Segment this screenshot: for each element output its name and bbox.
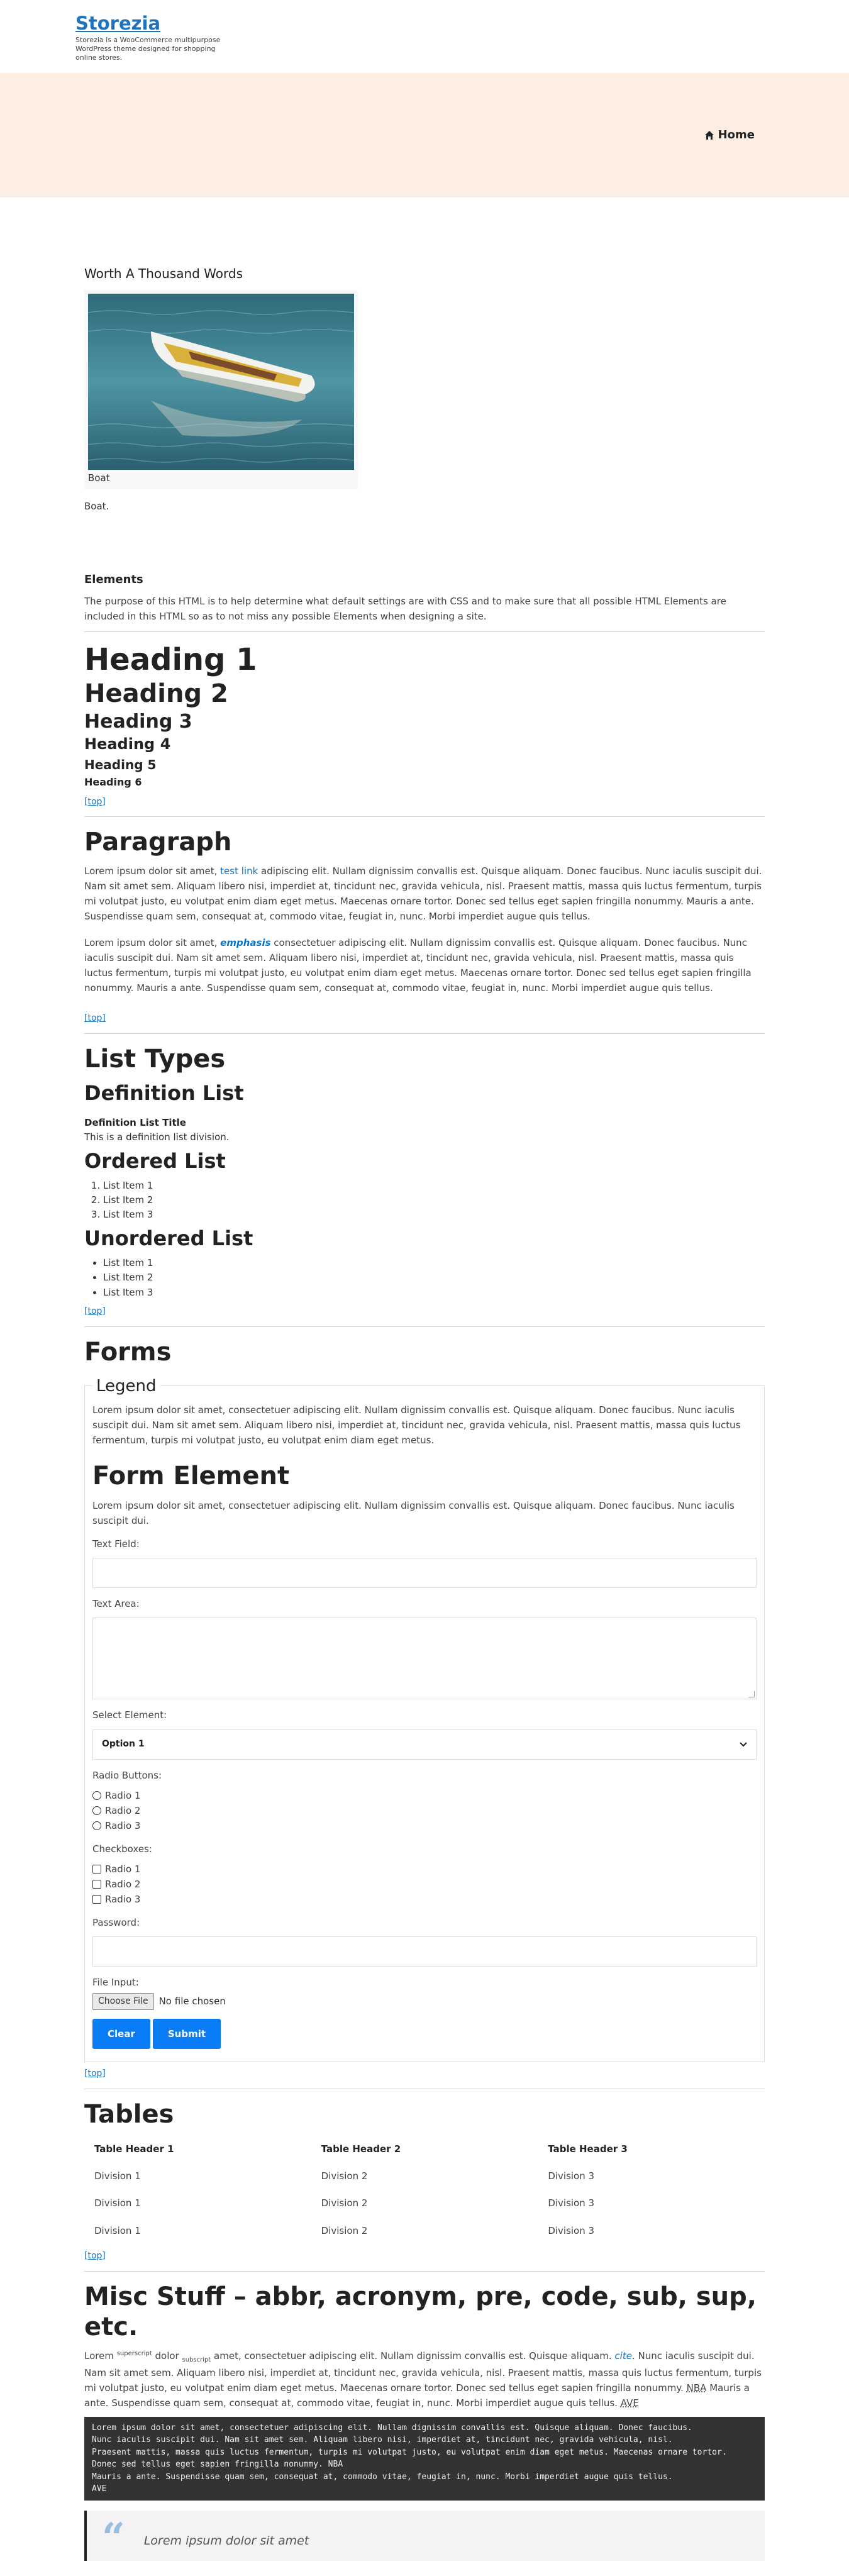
superscript-text: superscript: [116, 2350, 152, 2357]
table-cell: Division 1: [94, 2197, 141, 2209]
definition-description: This is a definition list division.: [84, 1131, 230, 1143]
fieldset-legend: Legend: [96, 1376, 157, 1396]
quote-icon: “: [102, 2514, 125, 2562]
list-item: • List Item 2: [103, 1270, 765, 1285]
top-link[interactable]: [top]: [84, 2068, 106, 2079]
radio-option[interactable]: [92, 1818, 757, 1833]
top-link[interactable]: [top]: [84, 796, 106, 807]
data-table: [84, 2136, 765, 2245]
heading-5: Heading 5: [84, 757, 157, 773]
radio-option[interactable]: [92, 1788, 757, 1803]
text-area[interactable]: [92, 1618, 757, 1699]
divider: [84, 1033, 765, 1034]
definition-term: Definition List Title: [84, 1116, 186, 1128]
table-cell: Division 2: [321, 2224, 368, 2236]
table-header: Table Header 2: [321, 2143, 401, 2155]
text-area-label: Text Area:: [92, 1598, 140, 1610]
misc-paragraph: [84, 2348, 765, 2411]
heading-4: Heading 4: [84, 735, 171, 753]
misc-text: Lorem: [84, 2350, 117, 2362]
paragraph-text: consectetuer adipiscing elit. Nullam dignissim convallis est. Quisque aliquam. Donec faucibus. Nunc iaculis suscipit dui. Nam sit amet sem. Aliquam libero nisi, imperdiet at, tincidunt nec, gravida vehicula, nisl. Praesent mattis, massa quis luctus fermentum, turpis mi volutpat justo, eu volutpat enim diam eget metus. Maecenas ornare tortor. Donec sed tellus eget sapien fringilla nonummy. Mauris a ante. Suspendisse quam sem, consequat at, commodo vitae, feugiat in, nunc. Morbi imperdiet augue quis tellus.: [84, 937, 752, 994]
home-icon: [704, 130, 714, 140]
site-header: [0, 0, 849, 73]
misc-text: amet, consectetuer adipiscing elit. Nullam dignissim convallis est. Quisque aliquam.: [211, 2350, 615, 2362]
paragraph-2: [84, 935, 765, 996]
password-label: Password:: [92, 1917, 140, 1929]
checkbox-text: Radio 2: [105, 1879, 141, 1890]
form-buttons: [92, 2019, 757, 2049]
resize-handle[interactable]: [748, 1691, 755, 1697]
radio-button[interactable]: [92, 1791, 101, 1800]
top-link[interactable]: [top]: [84, 2250, 106, 2261]
unordered-list: [103, 1256, 765, 1300]
table-row: [84, 2190, 765, 2217]
abbr-nba: NBA: [686, 2382, 707, 2394]
table-row: [84, 2163, 765, 2190]
figure-text: Boat.: [84, 501, 109, 513]
table-header: Table Header 1: [94, 2143, 174, 2155]
radio-button[interactable]: [92, 1806, 101, 1815]
radio-option[interactable]: [92, 1803, 757, 1818]
heading-3: Heading 3: [84, 711, 192, 733]
misc-text: dolor: [152, 2350, 182, 2362]
radio-text: Radio 3: [105, 1819, 141, 1831]
misc-text: Mauris a ante. Suspendisse quam sem, consequat at, commodo vitae, feugiat in, nunc. Morbi imperdiet augue quis tellus.: [84, 2382, 750, 2409]
checkbox-option[interactable]: [92, 1877, 757, 1892]
heading-2: Heading 2: [84, 679, 228, 709]
unordered-list-title: Unordered List: [84, 1226, 253, 1251]
ordered-list-title: Ordered List: [84, 1149, 226, 1174]
top-link[interactable]: [top]: [84, 1306, 106, 1316]
paragraph-1: [84, 863, 765, 924]
definition-list-title: Definition List: [84, 1081, 244, 1106]
list-types-title: List Types: [84, 1045, 226, 1074]
radio-text: Radio 2: [105, 1804, 141, 1816]
abbr-ave: AVE: [620, 2397, 639, 2409]
checkbox[interactable]: [92, 1895, 101, 1904]
table-cell: Division 3: [548, 2170, 595, 2182]
breadcrumb[interactable]: [704, 126, 755, 144]
table-row: [84, 2218, 765, 2245]
list-item: 3. List Item 3: [103, 1208, 765, 1222]
checkbox-option[interactable]: [92, 1892, 757, 1907]
select-label: Select Element:: [92, 1709, 167, 1721]
checkbox-option[interactable]: [92, 1862, 757, 1877]
paragraph-text: Lorem ipsum dolor sit amet,: [84, 937, 221, 949]
subscript-text: subscript: [182, 2356, 211, 2363]
emphasis-text: emphasis: [220, 937, 271, 949]
table-header-row: [84, 2136, 765, 2163]
elements-title: Elements: [84, 572, 143, 586]
checkbox-text: Radio 3: [105, 1894, 141, 1906]
table-header: Table Header 3: [548, 2143, 628, 2155]
file-input-label: File Input:: [92, 1977, 139, 1989]
choose-file-button[interactable]: Choose File: [92, 1993, 154, 2011]
figure-section-title: Worth A Thousand Words: [84, 266, 243, 281]
chevron-down-icon: [740, 1742, 747, 1747]
top-link[interactable]: [top]: [84, 1013, 106, 1024]
radio-text: Radio 1: [105, 1789, 141, 1801]
elements-intro: The purpose of this HTML is to help determine what default settings are with CSS and to make sure that all possible HTML Elements are included in this HTML so as to not miss any possible Elements when designing a site.: [84, 596, 726, 622]
paragraph-title: Paragraph: [84, 828, 232, 857]
site-title[interactable]: Storezia: [75, 13, 161, 34]
text-field-label: Text Field:: [92, 1538, 140, 1550]
preformatted-code: Lorem ipsum dolor sit amet, consectetuer adipiscing elit. Nullam dignissim convallis est. Quisque aliquam. Donec faucibus. Nunc iaculis suscipit dui. Nam sit amet sem. Aliquam libero nisi, imperdiet at, tincidunt nec, gravida vehicula, nisl. Praesent mattis, massa quis luctus fermentum, turpis mi volutpat justo, eu volutpat enim diam eget metus. Maecenas ornare tortor. Donec sed tellus eget sapien fringilla nonummy. NBA Mauris a ante. Suspendisse quam sem, consequat at, commodo vitae, feugiat in, nunc. Morbi imperdiet augue quis tellus. AVE: [84, 2417, 765, 2501]
definition-list: [84, 1116, 765, 1145]
submit-button[interactable]: Submit: [153, 2019, 221, 2049]
figure: [84, 290, 358, 489]
breadcrumb-home[interactable]: Home: [718, 128, 755, 142]
file-status: No file chosen: [158, 1995, 226, 2007]
table-cell: Division 3: [548, 2224, 595, 2236]
checkbox-text: Radio 1: [105, 1863, 141, 1875]
form-element-title: Form Element: [92, 1461, 290, 1491]
divider: [84, 1326, 765, 1327]
divider: [84, 2271, 765, 2272]
quote-text: Lorem ipsum dolor sit amet: [143, 2533, 309, 2548]
misc-text: . Nunc iaculis suscipit dui. Nam sit amet sem. Aliquam libero nisi, imperdiet at, tincidunt nec, gravida vehicula, nisl. Praesent mattis, massa quis luctus fermentum, turpis mi volutpat justo, eu volutpat enim diam eget metus. Maecenas ornare tortor. Donec sed tellus eget sapien fringilla nonummy.: [84, 2350, 762, 2394]
paragraph-text: adipiscing elit. Nullam dignissim convallis est. Quisque aliquam. Donec faucibus. Nunc iaculis suscipit dui. Nam sit amet sem. Aliquam libero nisi, imperdiet at, tincidunt nec, gravida vehicula, nisl. Praesent mattis, massa quis luctus fermentum, turpis mi volutpat justo, eu volutpat enim diam eget metus. Maecenas ornare tortor. Donec sed tellus eget sapien fringilla nonummy. Mauris a ante. Suspendisse quam sem, consequat at, commodo vitae, feugiat in, nunc. Morbi imperdiet augue quis tellus.: [84, 865, 762, 923]
page-banner: [0, 73, 849, 197]
radio-label: Radio Buttons:: [92, 1769, 162, 1781]
table-cell: Division 1: [94, 2224, 141, 2236]
cite-text: cite: [614, 2350, 632, 2362]
form-element-text: Lorem ipsum dolor sit amet, consectetuer adipiscing elit. Nullam dignissim convallis est. Quisque aliquam. Donec faucibus. Nunc iaculis suscipit dui.: [92, 1499, 735, 1526]
select-value: Option 1: [102, 1738, 145, 1749]
checkbox[interactable]: [92, 1865, 101, 1874]
site-description: Storezia is a WooCommerce multipurpose WordPress theme designed for shopping online stores.: [75, 35, 221, 62]
paragraph-text: Lorem ipsum dolor sit amet,: [84, 865, 221, 877]
misc-title: Misc Stuff – abbr, acronym, pre, code, sub, sup, etc.: [84, 2282, 757, 2341]
heading-6: Heading 6: [84, 776, 142, 789]
list-item: 1. List Item 1: [103, 1179, 765, 1193]
legend-text: Lorem ipsum dolor sit amet, consectetuer adipiscing elit. Nullam dignissim convallis est. Quisque aliquam. Donec faucibus. Nunc iaculis suscipit dui. Nam sit amet sem. Aliquam libero nisi, imperdiet at, tincidunt nec, gravida vehicula, nisl. Praesent mattis, massa quis luctus fermentum, turpis mi volutpat justo, eu volutpat enim diam eget metus.: [92, 1404, 741, 1446]
file-input: [92, 1993, 757, 2011]
password-field[interactable]: [92, 1936, 757, 1967]
divider: [84, 816, 765, 817]
table-cell: Division 1: [94, 2170, 141, 2182]
clear-button[interactable]: Clear: [92, 2019, 150, 2049]
test-link[interactable]: test link: [220, 865, 258, 877]
main-content: [84, 197, 765, 2561]
ordered-list: [103, 1179, 765, 1223]
forms-title: Forms: [84, 1337, 172, 1367]
figure-caption: Boat: [88, 472, 110, 484]
table-cell: Division 2: [321, 2197, 368, 2209]
heading-1: Heading 1: [84, 641, 257, 677]
checkbox[interactable]: [92, 1880, 101, 1889]
divider: [84, 631, 765, 632]
checkbox-label: Checkboxes:: [92, 1843, 152, 1855]
select-element[interactable]: [92, 1729, 757, 1760]
text-field[interactable]: [92, 1558, 757, 1588]
blockquote: [84, 2511, 765, 2561]
list-item: 2. List Item 2: [103, 1193, 765, 1208]
list-item: • List Item 3: [103, 1285, 765, 1300]
list-item: • List Item 1: [103, 1256, 765, 1270]
table-cell: Division 2: [321, 2170, 368, 2182]
boat-image: [88, 294, 354, 470]
form-fieldset: [84, 1374, 765, 2063]
table-cell: Division 3: [548, 2197, 595, 2209]
radio-button[interactable]: [92, 1821, 101, 1830]
tables-title: Tables: [84, 2099, 174, 2129]
